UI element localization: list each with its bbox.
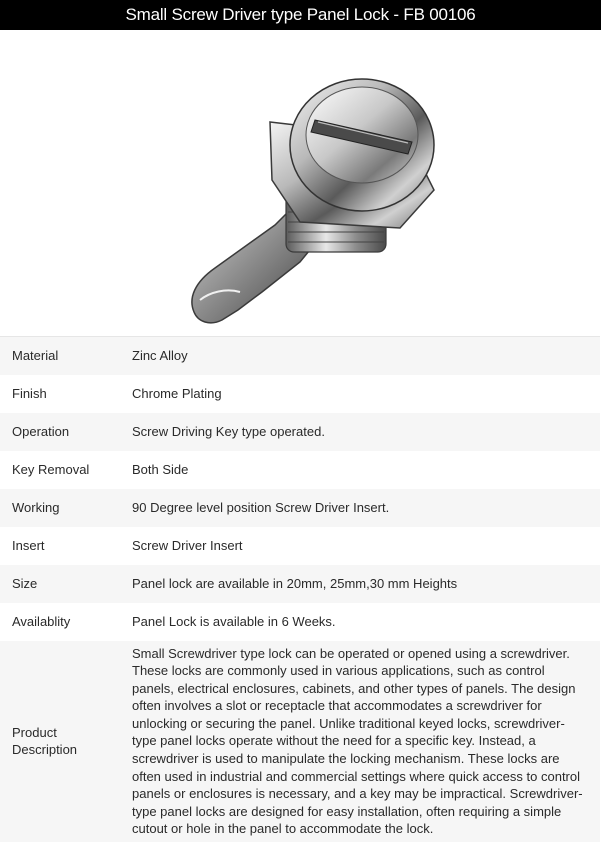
spec-label: Product Description: [0, 641, 120, 842]
spec-value: 90 Degree level position Screw Driver Insert.: [120, 489, 600, 527]
spec-value: Screw Driving Key type operated.: [120, 413, 600, 451]
spec-label: Size: [0, 565, 120, 603]
table-row: [0, 565, 600, 603]
table-row: [0, 413, 600, 451]
spec-label: Finish: [0, 375, 120, 413]
spec-value: Screw Driver Insert: [120, 527, 600, 565]
page-title: [0, 0, 601, 30]
specification-table: [0, 336, 600, 842]
table-row: [0, 527, 600, 565]
spec-value: Panel lock are available in 20mm, 25mm,30 mm Heights: [120, 565, 600, 603]
table-row: [0, 489, 600, 527]
table-row: [0, 337, 600, 375]
spec-label: Insert: [0, 527, 120, 565]
product-image: [0, 30, 601, 336]
spec-value: Zinc Alloy: [120, 337, 600, 375]
product-description-text: Small Screwdriver type lock can be operated or opened using a screwdriver. These locks are commonly used in various applications, such as control panels, electrical enclosures, cabinets, and other types of panels. The design often involves a slot or receptacle that accommodates a screwdriver for unlocking or securing the panel. Unlike traditional keyed locks, screwdriver-type panel locks operate without the need for a specific key. Instead, a screwdriver is used to manipulate the locking mechanism. These locks are often used in industrial and commercial settings where quick access to control panels or enclosures is necessary, and a key may be impractical. Screwdriver-type panel locks are designed for easy installation, often requiring a simple cutout or hole in the panel to accommodate the lock.: [120, 641, 600, 842]
table-row: [0, 451, 600, 489]
table-row-description: [0, 641, 600, 842]
spec-label: Working: [0, 489, 120, 527]
spec-label: Availablity: [0, 603, 120, 641]
spec-value: Both Side: [120, 451, 600, 489]
spec-value: Panel Lock is available in 6 Weeks.: [120, 603, 600, 641]
page-title-text: Small Screw Driver type Panel Lock - FB 00106: [125, 5, 475, 25]
spec-label: Operation: [0, 413, 120, 451]
table-row: [0, 603, 600, 641]
table-row: [0, 375, 600, 413]
spec-label: Material: [0, 337, 120, 375]
spec-label: Key Removal: [0, 451, 120, 489]
panel-lock-product-photo: [0, 30, 601, 336]
spec-value: Chrome Plating: [120, 375, 600, 413]
